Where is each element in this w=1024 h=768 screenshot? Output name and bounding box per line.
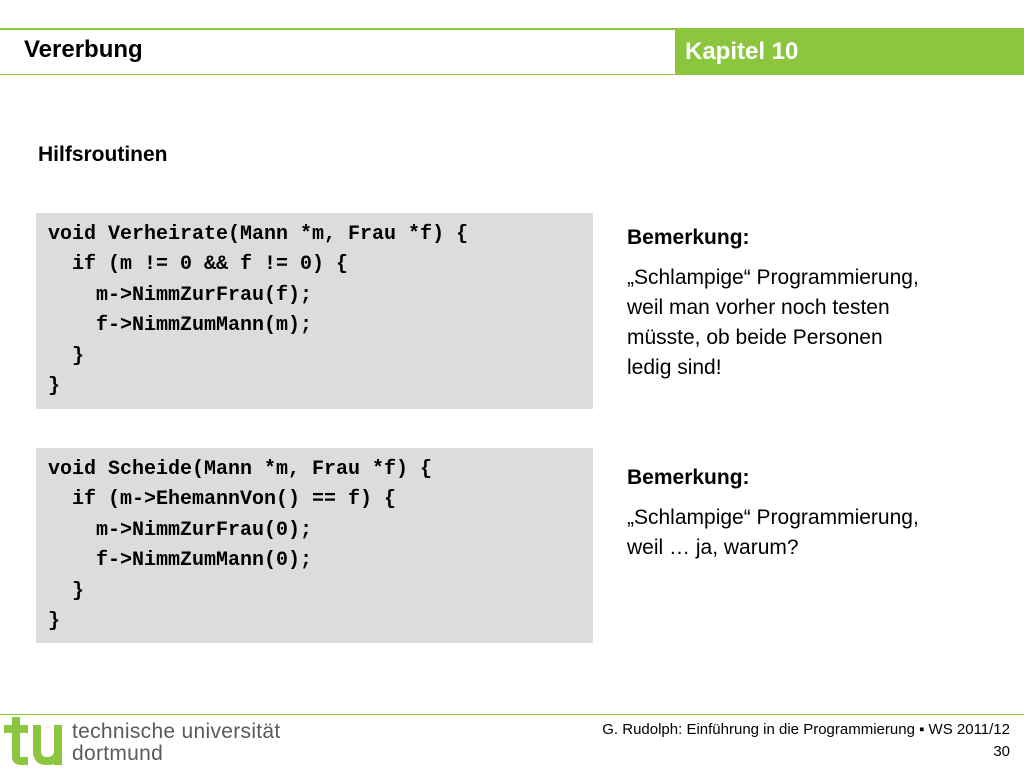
- page-number: 30: [993, 743, 1010, 760]
- code-line: if (m->EhemannVon() == f) {: [48, 488, 397, 512]
- code-line: m->NimmZurFrau(0);: [48, 518, 313, 542]
- code-line: }: [48, 344, 85, 368]
- university-name: [72, 721, 281, 765]
- code-line: void Verheirate(Mann *m, Frau *f) {: [48, 223, 469, 246]
- footer-credit: G. Rudolph: Einführung in die Programmierung ▪ WS 2011/12: [602, 721, 1010, 738]
- remark-text: „Schlampige“ Programmierung, weil … ja, warum?: [627, 506, 919, 559]
- code-line: f->NimmZumMann(m);: [48, 314, 313, 338]
- header-under-rule: [0, 74, 675, 75]
- chapter-badge: [675, 30, 1024, 75]
- code-block-scheide: [36, 448, 593, 643]
- tu-logo-icon: [2, 716, 66, 766]
- code-line: }: [48, 610, 61, 634]
- slide-title: Vererbung: [24, 36, 143, 63]
- remark-heading: Bemerkung:: [627, 466, 750, 489]
- remark-text: „Schlampige“ Programmierung, weil man vorher noch testen müsste, ob beide Personen ledig sind!: [627, 266, 919, 379]
- university-line-1: technische universität: [72, 720, 281, 743]
- remark-heading: Bemerkung:: [627, 226, 750, 249]
- remark-1: [627, 223, 1007, 383]
- chapter-label: Kapitel 10: [685, 38, 799, 65]
- code-line: m->NimmZurFrau(f);: [48, 283, 313, 307]
- code-line: }: [48, 579, 85, 603]
- code-line: f->NimmZumMann(0);: [48, 549, 313, 573]
- code-line: if (m != 0 && f != 0) {: [48, 253, 349, 277]
- code-block-verheirate: [36, 213, 593, 409]
- code-line: void Scheide(Mann *m, Frau *f) {: [48, 458, 433, 481]
- remark-2: [627, 463, 1007, 563]
- university-line-2: dortmund: [72, 742, 164, 765]
- section-heading: Hilfsroutinen: [38, 143, 168, 166]
- code-line: }: [48, 375, 61, 399]
- footer-rule: [0, 714, 1024, 715]
